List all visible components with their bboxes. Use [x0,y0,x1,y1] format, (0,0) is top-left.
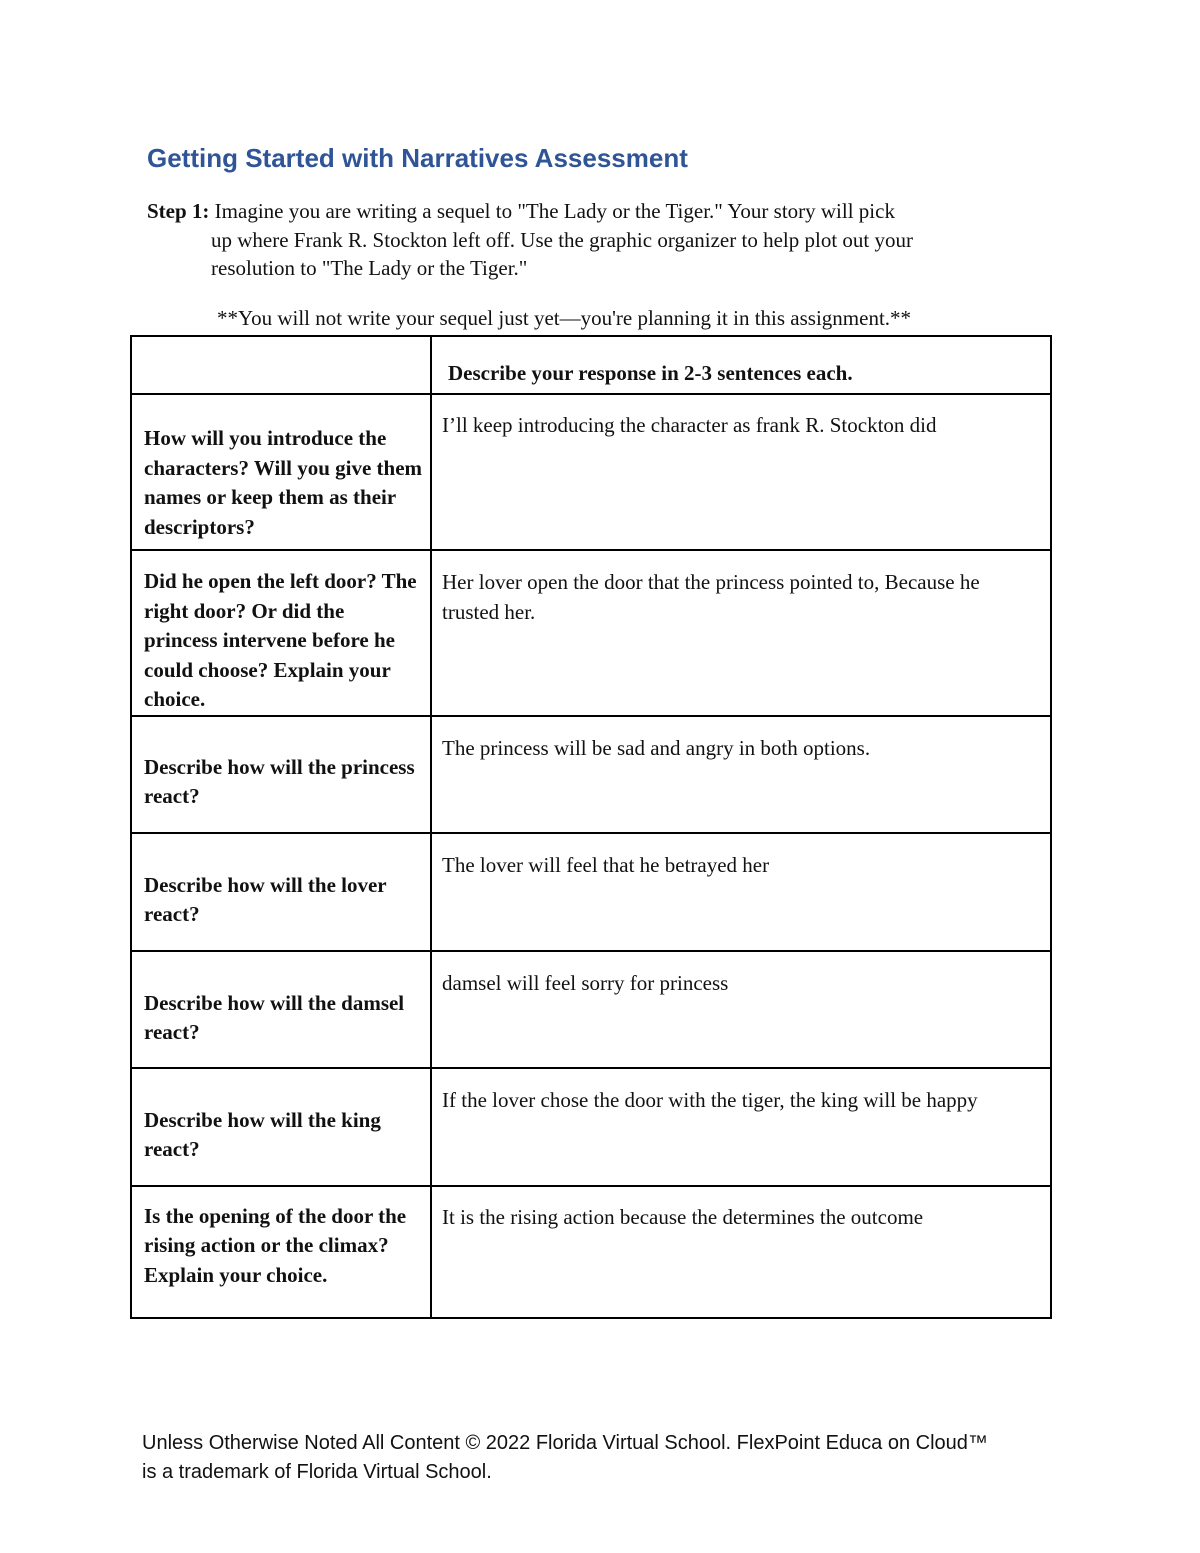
answer-cell[interactable]: The lover will feel that he betrayed her [431,833,1051,951]
footer-line-2: is a trademark of Florida Virtual School. [142,1460,492,1483]
step-text-2: up where Frank R. Stockton left off. Use the graphic organizer to help plot out your [211,227,913,252]
answer-cell[interactable]: If the lover chose the door with the tiger, the king will be happy [431,1068,1051,1186]
header-response-cell: Describe your response in 2-3 sentences each. [431,336,1051,394]
table-row [131,951,1051,1068]
document-title: Getting Started with Narratives Assessment [147,143,688,173]
table-header-row [131,336,1051,394]
answer-cell[interactable]: damsel will feel sorry for princess [431,951,1051,1068]
question-cell: How will you introduce the characters? Will you give them names or keep them as their descriptors? [131,394,431,550]
step-line-1 [147,197,1017,226]
table-row [131,1068,1051,1186]
answer-cell[interactable]: The princess will be sad and angry in both options. [431,716,1051,833]
header-empty-cell [131,336,431,394]
step-text-3: resolution to "The Lady or the Tiger." [211,256,528,280]
step-1-instructions [147,197,1017,283]
question-cell: Is the opening of the door the rising action or the climax? Explain your choice. [131,1186,431,1318]
step-text-1: Imagine you are writing a sequel to "The Lady or the Tiger." Your story will pick [214,199,895,223]
answer-cell[interactable]: It is the rising action because the determines the outcome [431,1186,1051,1318]
answer-cell[interactable]: I’ll keep introducing the character as frank R. Stockton did [431,394,1051,550]
table-row [131,716,1051,833]
graphic-organizer-table [130,335,1052,1319]
question-cell: Describe how will the lover react? [131,833,431,951]
planning-note: **You will not write your sequel just yet—you're planning it in this assignment.** [217,306,912,330]
table-row [131,394,1051,550]
answer-cell[interactable]: Her lover open the door that the princess pointed to, Because he trusted her. [431,550,1051,716]
table-row [131,1186,1051,1318]
table-row [131,550,1051,716]
table-row [131,833,1051,951]
question-cell: Describe how will the king react? [131,1068,431,1186]
question-cell: Describe how will the damsel react? [131,951,431,1068]
question-cell: Did he open the left door? The right door? Or did the princess intervene before he could choose? Explain your choice. [131,550,431,716]
question-cell: Describe how will the princess react? [131,716,431,833]
copyright-footer [142,1429,988,1486]
step-label: Step 1: [147,199,210,223]
footer-line-1: Unless Otherwise Noted All Content © 2022 Florida Virtual School. FlexPoint Educa on Cloud™ [142,1432,988,1454]
